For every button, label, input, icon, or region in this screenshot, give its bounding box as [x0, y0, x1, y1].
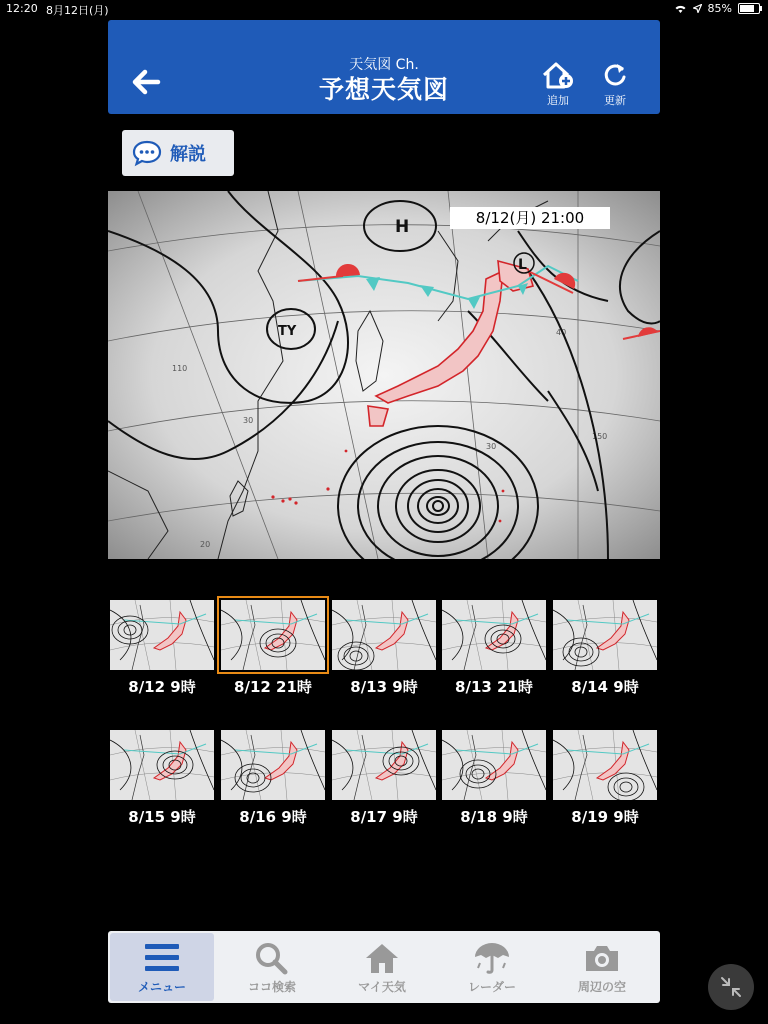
tab-label-menu: メニュー	[137, 980, 186, 994]
explanation-button[interactable]	[122, 130, 234, 176]
tab-menu[interactable]	[110, 933, 214, 1001]
tab-label-radar: レーダー	[467, 980, 516, 994]
thumbnail-label: 8/16 9時	[239, 808, 307, 826]
thumbnail-map	[110, 600, 214, 670]
location-icon	[693, 4, 702, 13]
battery-percent: 85%	[707, 2, 732, 15]
thumbnail-map	[221, 600, 325, 670]
label-lat20: 20	[200, 540, 211, 549]
forecast-thumbnail[interactable]	[221, 730, 325, 800]
home-icon	[362, 941, 402, 975]
thumbnail-label: 8/13 21時	[455, 678, 533, 696]
tab-label-my-weather: マイ天気	[358, 980, 406, 994]
refresh-button[interactable]	[595, 60, 635, 108]
thumbnail-map	[221, 730, 325, 800]
wifi-icon	[674, 4, 687, 14]
app-header	[108, 20, 660, 114]
menu-icon	[142, 941, 182, 975]
umbrella-icon	[472, 941, 512, 975]
forecast-thumbnail[interactable]	[332, 730, 436, 800]
forecast-thumbnail[interactable]	[442, 600, 546, 670]
thumbnail-map	[332, 730, 436, 800]
thumbnail-label: 8/17 9時	[350, 808, 418, 826]
forecast-thumbnail[interactable]	[553, 730, 657, 800]
forecast-thumbnail[interactable]	[553, 600, 657, 670]
battery-icon	[738, 3, 760, 14]
label-lat30b: 30	[486, 442, 497, 451]
forecast-thumbnail[interactable]	[442, 730, 546, 800]
tab-surrounding-sky[interactable]	[550, 933, 654, 1001]
thumbnail-map	[553, 600, 657, 670]
thumbnail-label: 8/12 9時	[128, 678, 196, 696]
weather-map-main[interactable]	[108, 191, 660, 559]
high-pressure-label: H	[395, 217, 410, 237]
forecast-datetime: 8/12(月) 21:00	[450, 207, 610, 229]
refresh-icon	[600, 60, 630, 90]
label-lat40: 40	[556, 328, 567, 337]
header-subtitle: 天気図 Ch.	[349, 57, 419, 73]
forecast-thumbnail[interactable]	[332, 600, 436, 670]
add-button[interactable]	[538, 60, 578, 108]
tab-my-weather[interactable]	[330, 933, 434, 1001]
refresh-label: 更新	[604, 94, 626, 107]
status-right	[674, 2, 760, 15]
thumbnail-label: 8/12 21時	[234, 678, 312, 696]
thumbnail-label: 8/13 9時	[350, 678, 418, 696]
thumbnail-label: 8/15 9時	[128, 808, 196, 826]
weather-map-graphic	[108, 191, 660, 559]
status-time: 12:20	[6, 2, 38, 15]
status-date: 8月12日(月)	[46, 4, 109, 17]
battery-fill	[740, 5, 754, 12]
add-label: 追加	[547, 94, 569, 107]
camera-icon	[582, 941, 622, 975]
thumbnail-map	[110, 730, 214, 800]
collapse-button[interactable]	[708, 964, 754, 1010]
low-pressure-label: L	[518, 257, 527, 273]
forecast-thumbnail[interactable]	[110, 600, 214, 670]
explanation-label: 解説	[170, 144, 206, 165]
search-icon	[252, 941, 292, 975]
label-lon150: 150	[592, 432, 608, 441]
thumbnail-label: 8/18 9時	[460, 808, 528, 826]
label-lat30: 30	[243, 416, 254, 425]
tab-radar[interactable]	[440, 933, 544, 1001]
speech-bubble-icon	[132, 139, 162, 167]
forecast-thumbnail[interactable]	[110, 730, 214, 800]
thumbnail-label: 8/14 9時	[571, 678, 639, 696]
thumbnail-label: 8/19 9時	[571, 808, 639, 826]
thumbnail-map	[442, 600, 546, 670]
home-add-icon	[541, 60, 575, 90]
thumbnail-map	[553, 730, 657, 800]
tab-label-search: ココ検索	[247, 980, 296, 994]
status-bar	[0, 0, 768, 18]
thumbnail-map	[442, 730, 546, 800]
collapse-arrows-icon	[708, 964, 754, 1010]
tab-search[interactable]	[220, 933, 324, 1001]
label-lon110: 110	[172, 364, 188, 373]
forecast-thumbnail[interactable]	[221, 600, 325, 670]
thumbnail-map	[332, 600, 436, 670]
typhoon-label: TY	[278, 324, 297, 339]
page-title: 予想天気図	[318, 75, 449, 104]
bottom-tab-bar	[108, 931, 660, 1003]
tab-label-surrounding-sky: 周辺の空	[577, 980, 626, 994]
